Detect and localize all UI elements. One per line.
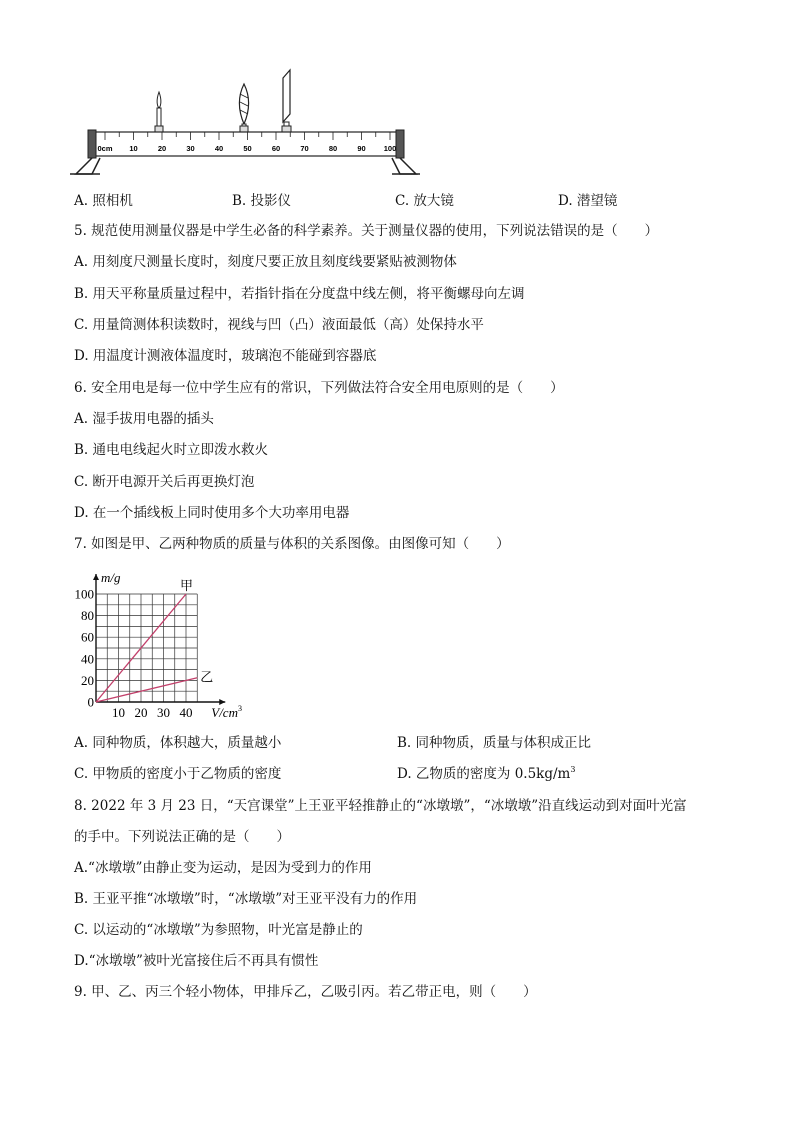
q7-option-d[interactable] (397, 764, 575, 784)
chart-y-axis-label: m/g (101, 570, 121, 585)
q8-option-c[interactable]: C. 以运动的“冰墩墩”为参照物，叶光富是静止的 (74, 922, 363, 938)
bench-tick-label: 60 (271, 144, 281, 153)
bench-tick-label: 100 (383, 144, 397, 153)
chart-series-label: 甲 (180, 578, 194, 593)
q7-option-d-sup: 3 (570, 765, 576, 774)
q7-stem: 7. 如图是甲、乙两种物质的质量与体积的关系图像。由图像可知（ ） (74, 536, 510, 552)
bench-tick-label: 50 (243, 144, 252, 153)
q5-option-a[interactable]: A. 用刻度尺测量长度时，刻度尺要正放且刻度线要紧贴被测物体 (74, 254, 457, 270)
bench-tick-label: 40 (214, 144, 224, 153)
convex-lens-icon (240, 84, 249, 132)
chart-x-tick-label: 40 (179, 705, 193, 720)
bench-tick-label: 80 (328, 144, 338, 153)
y-axis-arrow-icon (93, 574, 99, 580)
chart-x-tick-label: 10 (112, 705, 125, 720)
bench-tick-label: 10 (129, 144, 138, 153)
bench-left-leg (76, 158, 100, 174)
q8-option-d[interactable]: D.“冰墩墩”被叶光富接住后不再具有惯性 (74, 953, 319, 969)
q7-option-a[interactable]: A. 同种物质，体积越大，质量越小 (74, 735, 282, 751)
chart-x-axis-label-sup: 3 (237, 704, 242, 713)
q7-option-d-text: D. 乙物质的密度为 0.5kg/m (397, 766, 571, 782)
chart-y-tick-label: 40 (81, 651, 94, 667)
mass-volume-chart (70, 562, 260, 727)
q6-option-c[interactable]: C. 断开电源开关后再更换灯泡 (74, 474, 255, 490)
q5-stem: 5. 规范使用测量仪器是中学生必备的科学素养。关于测量仪器的使用，下列说法错误的是（ ） (74, 223, 659, 239)
q8-stem-line2: 的手中。下列说法正确的是（ ） (74, 829, 290, 845)
bench-right-leg (392, 158, 416, 174)
chart-x-tick-label: 20 (134, 705, 148, 720)
chart-series-line (96, 678, 197, 702)
q4-option-a[interactable]: A. 照相机 (74, 193, 133, 209)
q8-option-b[interactable]: B. 王亚平推“冰墩墩”时，“冰墩墩”对王亚平没有力的作用 (74, 891, 418, 907)
q4-option-d[interactable]: D. 潜望镜 (558, 193, 618, 209)
light-screen-icon (282, 70, 291, 132)
q5-option-c[interactable]: C. 用量筒测体积读数时，视线与凹（凸）液面最低（高）处保持水平 (74, 317, 484, 333)
chart-y-tick-label: 20 (81, 672, 94, 688)
q6-option-b[interactable]: B. 通电电线起火时立即泼水救火 (74, 442, 269, 458)
chart-x-axis-label: $V/cm^3$ (211, 704, 242, 720)
q8-stem-line1: 8. 2022 年 3 月 23 日，“天宫课堂”上王亚平轻推静止的“冰墩墩”，“冰墩墩”沿直线运动到对面叶光富 (74, 798, 687, 814)
q5-option-b[interactable]: B. 用天平称量质量过程中，若指针指在分度盘中线左侧，将平衡螺母向左调 (74, 286, 525, 302)
candle-icon (155, 92, 163, 132)
optical-bench-figure (70, 62, 420, 182)
chart-series-label: 乙 (200, 669, 214, 685)
chart-y-tick-label: 0 (87, 694, 94, 710)
q8-option-a[interactable]: A.“冰墩墩”由静止变为运动，是因为受到力的作用 (74, 860, 372, 876)
q9-stem: 9. 甲、乙、丙三个轻小物体，甲排斥乙，乙吸引丙。若乙带正电，则（ ） (74, 984, 537, 1000)
q7-option-c[interactable]: C. 甲物质的密度小于乙物质的密度 (74, 766, 282, 782)
chart-y-tick-label: 100 (74, 586, 94, 602)
bench-tick-label: 0cm (97, 144, 113, 153)
chart-y-tick-label: 60 (81, 629, 94, 645)
q7-option-b[interactable]: B. 同种物质，质量与体积成正比 (397, 735, 592, 751)
bench-tick-label: 30 (186, 144, 195, 153)
bench-right-post (396, 130, 404, 158)
q6-option-d[interactable]: D. 在一个插线板上同时使用多个大功率用电器 (74, 505, 350, 521)
q5-option-d[interactable]: D. 用温度计测液体温度时，玻璃泡不能碰到容器底 (74, 348, 377, 364)
chart-y-tick-label: 80 (81, 608, 94, 624)
bench-left-post (88, 130, 96, 158)
bench-tick-label: 20 (157, 144, 167, 153)
q6-stem: 6. 安全用电是每一位中学生应有的常识，下列做法符合安全用电原则的是（ ） (74, 380, 564, 396)
bench-tick-label: 90 (357, 144, 366, 153)
bench-tick-label: 70 (300, 144, 309, 153)
q4-option-c[interactable]: C. 放大镜 (395, 193, 454, 209)
chart-x-tick-label: 30 (157, 705, 170, 720)
q6-option-a[interactable]: A. 湿手拔用电器的插头 (74, 411, 214, 427)
q4-option-b[interactable]: B. 投影仪 (232, 193, 292, 209)
